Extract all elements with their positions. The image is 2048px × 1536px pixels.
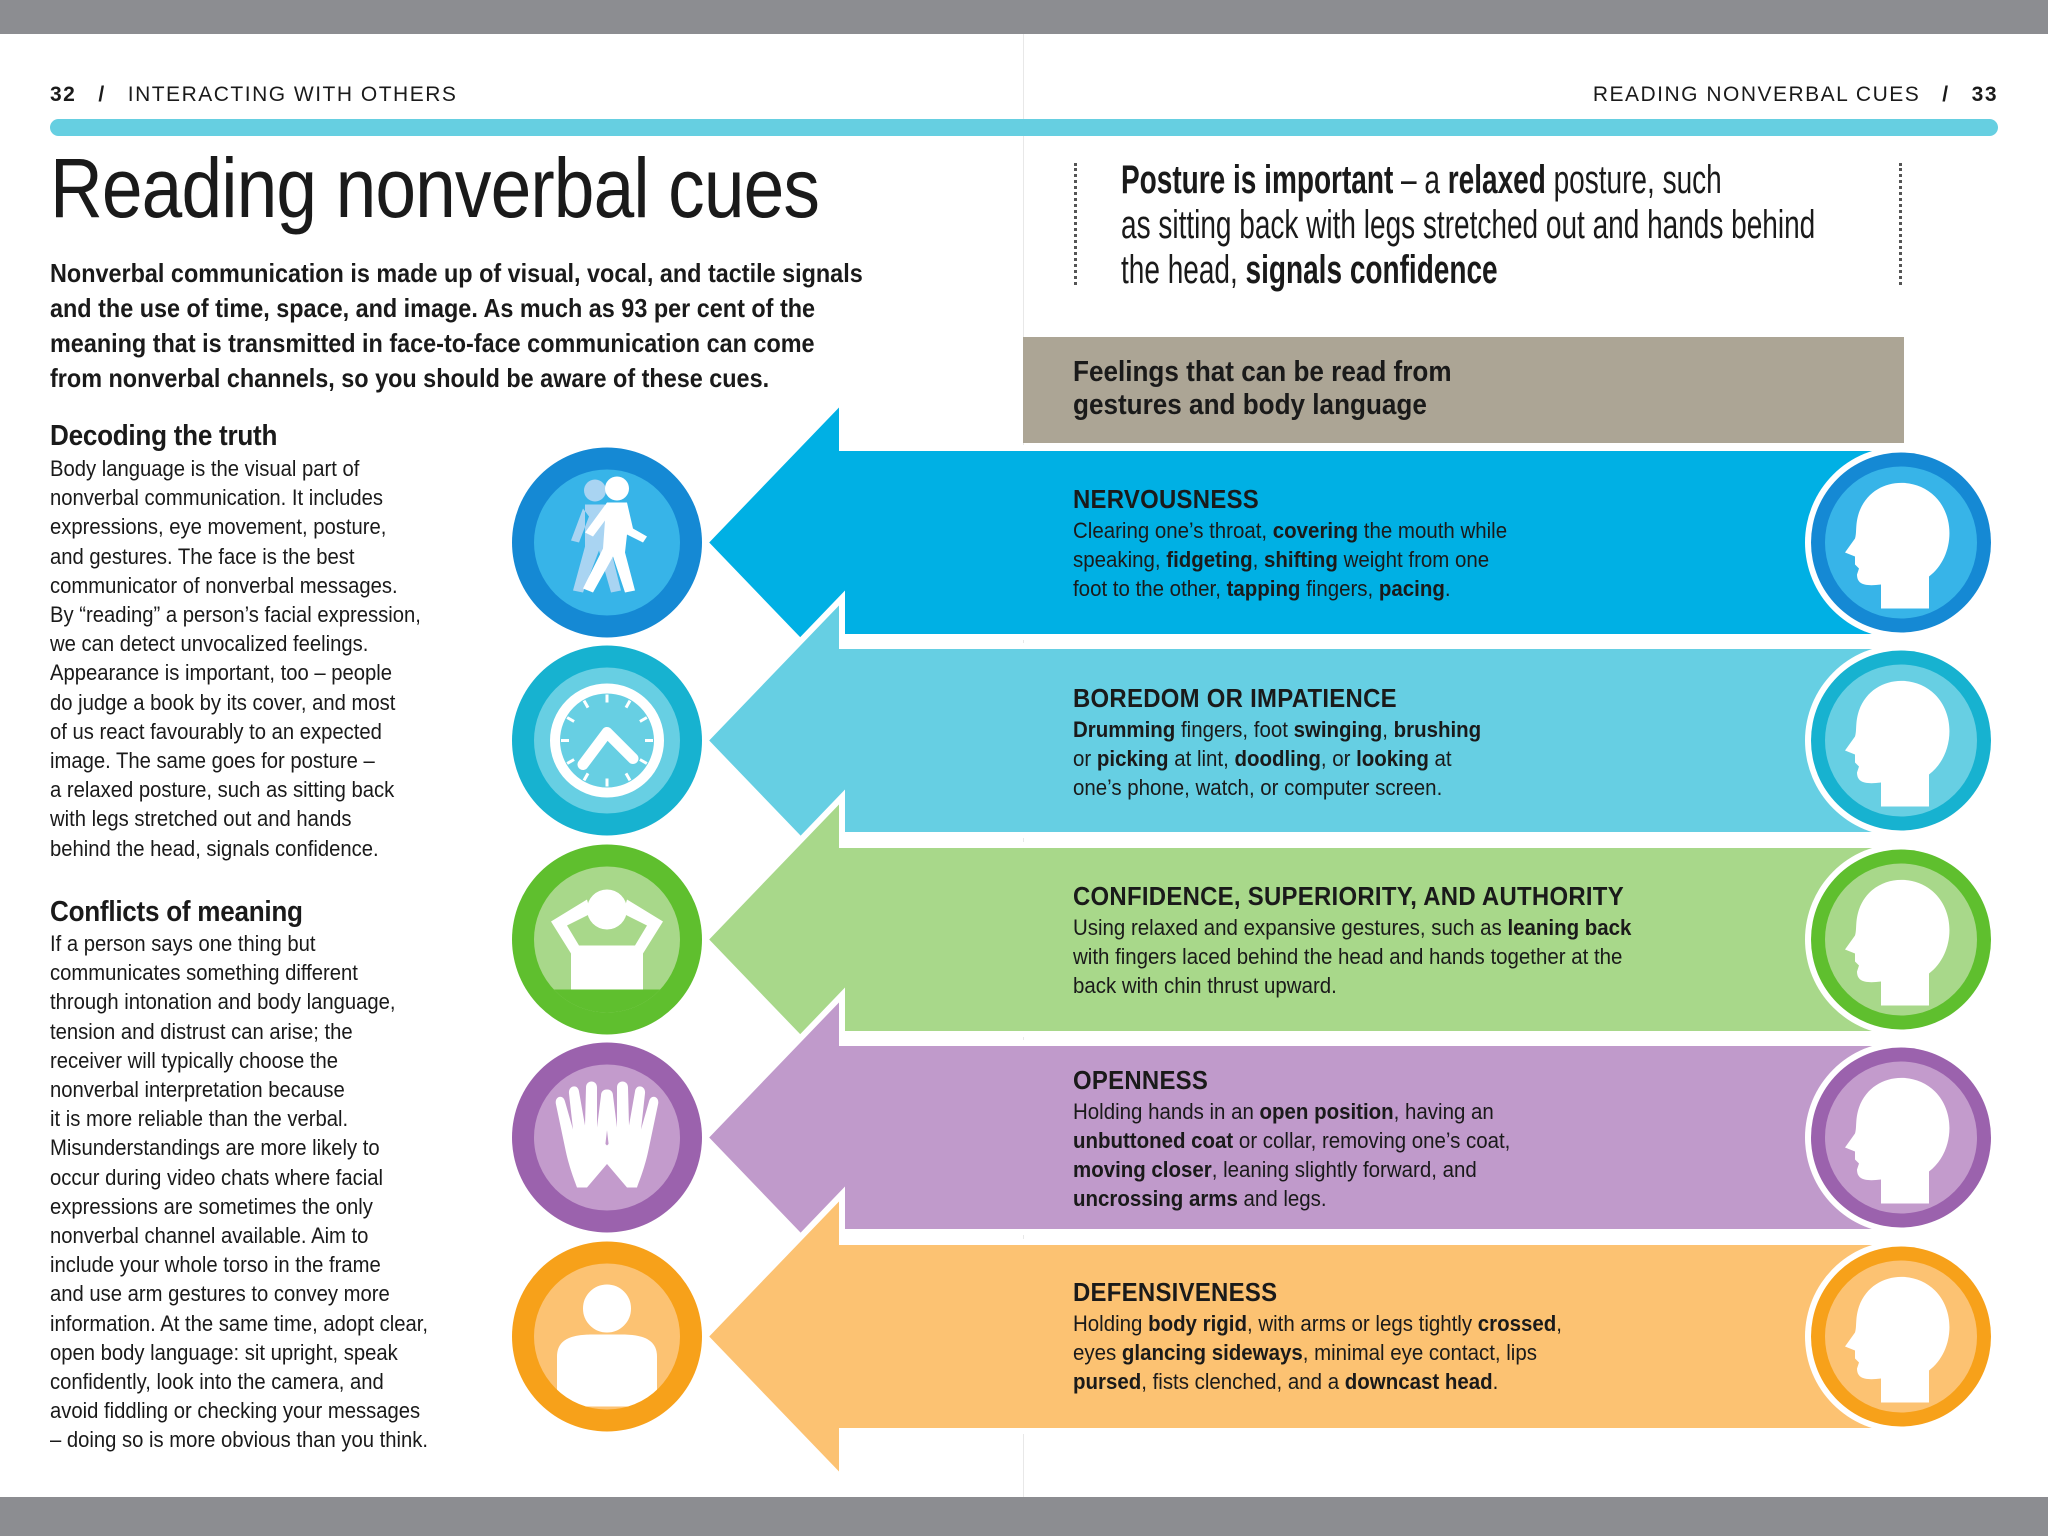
text-line: open body language: sit upright, speak: [50, 1339, 398, 1365]
feeling-description: [1073, 516, 1507, 603]
text-run: Holding: [1073, 1311, 1149, 1336]
section-heading: Decoding the truth: [50, 420, 278, 452]
text-line: [1073, 971, 1631, 1000]
feeling-title: BOREDOM OR IMPATIENCE: [1073, 683, 1397, 713]
page-title: Reading nonverbal cues: [50, 141, 820, 235]
feeling-description: [1073, 913, 1631, 1000]
text-line: occur during video chats where facial: [50, 1164, 384, 1190]
bold-phrase: looking: [1356, 746, 1429, 771]
text-line: By “reading” a person’s facial expression,: [50, 602, 421, 628]
text-run: posture, such: [1545, 158, 1722, 202]
text-run: ,: [1556, 1311, 1562, 1336]
feeling-title: CONFIDENCE, SUPERIORITY, AND AUTHORITY: [1073, 881, 1624, 911]
bold-phrase: fidgeting: [1166, 547, 1253, 572]
text-line: avoid fiddling or checking your messages: [50, 1398, 421, 1424]
open-hands-icon: [512, 1043, 702, 1233]
text-line: behind the head, signals confidence.: [50, 835, 379, 861]
bold-phrase: Drumming: [1073, 717, 1176, 742]
text-line: nonverbal channel available. Aim to: [50, 1223, 369, 1249]
text-run: the head,: [1121, 248, 1246, 292]
text-line: meaning that is transmitted in face-to-face communication can come: [50, 328, 815, 358]
text-line: communicator of nonverbal messages.: [50, 572, 398, 598]
bold-phrase: open position: [1259, 1099, 1394, 1124]
bold-phrase: tapping: [1226, 576, 1301, 601]
text-run: fingers, foot: [1175, 717, 1294, 742]
text-run: or collar, removing one’s coat,: [1233, 1128, 1511, 1153]
page-number: 32: [50, 83, 77, 106]
text-line: nonverbal communication. It includes: [50, 485, 384, 511]
text-run: , fists clenched, and a: [1141, 1369, 1345, 1394]
bold-phrase: moving closer: [1073, 1157, 1212, 1182]
text-run: Using relaxed and expansive gestures, such as: [1073, 915, 1508, 940]
text-line: a relaxed posture, such as sitting back: [50, 777, 395, 803]
text-run: , minimal eye contact, lips: [1302, 1340, 1537, 1365]
text-line: [1073, 574, 1507, 603]
head-profile-icon: [1805, 1241, 1997, 1433]
text-line: [1073, 744, 1481, 773]
text-run: foot to the other,: [1073, 576, 1227, 601]
text-run: Clearing one’s throat,: [1073, 518, 1273, 543]
text-line: [1073, 1097, 1510, 1126]
bold-phrase: shifting: [1264, 547, 1338, 572]
text-line: communicates something different: [50, 960, 358, 986]
text-line: and use arm gestures to convey more: [50, 1281, 390, 1307]
text-line: [1073, 1309, 1562, 1338]
text-run: or: [1073, 746, 1097, 771]
bold-phrase: pursed: [1073, 1369, 1142, 1394]
text-line: [1073, 1155, 1510, 1184]
bold-phrase: brushing: [1393, 717, 1482, 742]
text-run: ,: [1252, 547, 1265, 572]
separator: /: [1942, 83, 1950, 106]
bold-phrase: crossed: [1477, 1311, 1557, 1336]
text-run: fingers,: [1300, 576, 1379, 601]
text-line: we can detect unvocalized feelings.: [50, 631, 369, 657]
text-line: through intonation and body language,: [50, 989, 396, 1015]
text-line: do judge a book by its cover, and most: [50, 689, 396, 715]
text-line: – doing so is more obvious than you think.: [50, 1427, 429, 1453]
head-profile-icon: [1805, 645, 1997, 837]
text-line: confidently, look into the camera, and: [50, 1369, 384, 1395]
text-line: expressions, eye movement, posture,: [50, 514, 387, 540]
section-name: READING NONVERBAL CUES: [1592, 83, 1921, 106]
bold-phrase: unbuttoned coat: [1073, 1128, 1234, 1153]
text-run: .: [1444, 576, 1451, 601]
text-run: at lint,: [1168, 746, 1235, 771]
feeling-description: [1073, 715, 1481, 802]
text-run: eyes: [1073, 1340, 1122, 1365]
text-run: weight from one: [1337, 547, 1490, 572]
bold-phrase: Posture is important: [1121, 158, 1394, 202]
text-line: expressions are sometimes the only: [50, 1193, 373, 1219]
bold-phrase: leaning back: [1507, 915, 1632, 940]
hands-behind-head-icon: [512, 845, 702, 1035]
bold-phrase: signals confidence: [1245, 248, 1498, 292]
text-line: include your whole torso in the frame: [50, 1252, 381, 1278]
section-heading: Conflicts of meaning: [50, 896, 303, 928]
text-run: back with chin thrust upward.: [1073, 973, 1337, 998]
text-line: [1073, 1126, 1510, 1155]
bold-phrase: body rigid: [1148, 1311, 1247, 1336]
text-line: receiver will typically choose the: [50, 1047, 338, 1073]
feeling-description: [1073, 1097, 1510, 1213]
text-line: image. The same goes for posture –: [50, 748, 375, 774]
bold-phrase: relaxed: [1447, 158, 1546, 202]
text-line: Misunderstandings are more likely to: [50, 1135, 380, 1161]
bold-phrase: doodling: [1234, 746, 1321, 771]
page-number: 33: [1971, 83, 1998, 106]
text-line: and gestures. The face is the best: [50, 543, 355, 569]
text-line: from nonverbal channels, so you should be aware of these cues.: [50, 363, 770, 393]
text-run: speaking,: [1073, 547, 1167, 572]
text-line: and the use of time, space, and image. As much as 93 per cent of the: [50, 293, 816, 323]
text-line: with legs stretched out and hands: [50, 806, 352, 832]
feeling-title: OPENNESS: [1073, 1065, 1209, 1095]
text-line: Nonverbal communication is made up of visual, vocal, and tactile signals: [50, 258, 863, 288]
text-line: [1073, 913, 1631, 942]
text-run: Holding hands in an: [1073, 1099, 1260, 1124]
text-run: ,: [1382, 717, 1394, 742]
text-line: [1073, 545, 1507, 574]
text-run: , with arms or legs tightly: [1246, 1311, 1478, 1336]
text-run: , having an: [1393, 1099, 1494, 1124]
head-profile-icon: [1805, 844, 1997, 1036]
text-line: [1073, 1367, 1562, 1396]
head-profile-icon: [1805, 447, 1997, 639]
bold-phrase: picking: [1096, 746, 1169, 771]
text-run: .: [1492, 1369, 1499, 1394]
bold-phrase: pacing: [1378, 576, 1445, 601]
feelings-header-text: Feelings that can be read from gestures and body language: [1073, 356, 1452, 421]
section-name: INTERACTING WITH OTHERS: [127, 83, 458, 106]
bold-phrase: covering: [1272, 518, 1359, 543]
separator: /: [98, 83, 106, 106]
text-run: , or: [1320, 746, 1357, 771]
person-torso-icon: [512, 1242, 702, 1432]
text-line: [1073, 1338, 1562, 1367]
text-line: Appearance is important, too – people: [50, 660, 393, 686]
text-run: and legs.: [1237, 1186, 1327, 1211]
text-line: [1073, 942, 1631, 971]
text-line: [1073, 516, 1507, 545]
clock-icon: [512, 646, 702, 836]
text-line: tension and distrust can arise; the: [50, 1018, 353, 1044]
text-line: nonverbal interpretation because: [50, 1077, 345, 1103]
text-run: – a: [1393, 158, 1448, 202]
text-run: one’s phone, watch, or computer screen.: [1073, 775, 1443, 800]
feeling-title: DEFENSIVENESS: [1073, 1277, 1278, 1307]
feeling-description: [1073, 1309, 1562, 1396]
text-run: , leaning slightly forward, and: [1211, 1157, 1477, 1182]
text-run: at: [1428, 746, 1452, 771]
bold-phrase: uncrossing arms: [1073, 1186, 1238, 1211]
feeling-title: NERVOUSNESS: [1073, 484, 1260, 514]
text-run: the mouth while: [1358, 518, 1508, 543]
bold-phrase: swinging: [1293, 717, 1383, 742]
text-line: information. At the same time, adopt clear,: [50, 1310, 429, 1336]
head-profile-icon: [1805, 1042, 1997, 1234]
walking-people-icon: [512, 448, 702, 638]
text-line: Body language is the visual part of: [50, 456, 360, 481]
text-line: it is more reliable than the verbal.: [50, 1106, 349, 1132]
text-line: [1073, 715, 1481, 744]
bold-phrase: downcast head: [1344, 1369, 1493, 1394]
text-run: with fingers laced behind the head and hands together at the: [1073, 944, 1623, 969]
text-line: of us react favourably to an expected: [50, 718, 382, 744]
text-line: [1073, 1184, 1510, 1213]
text-line: If a person says one thing but: [50, 931, 316, 956]
text-line: [1073, 773, 1481, 802]
bold-phrase: glancing sideways: [1121, 1340, 1303, 1365]
text-run: as sitting back with legs stretched out and hands behind: [1121, 203, 1816, 247]
